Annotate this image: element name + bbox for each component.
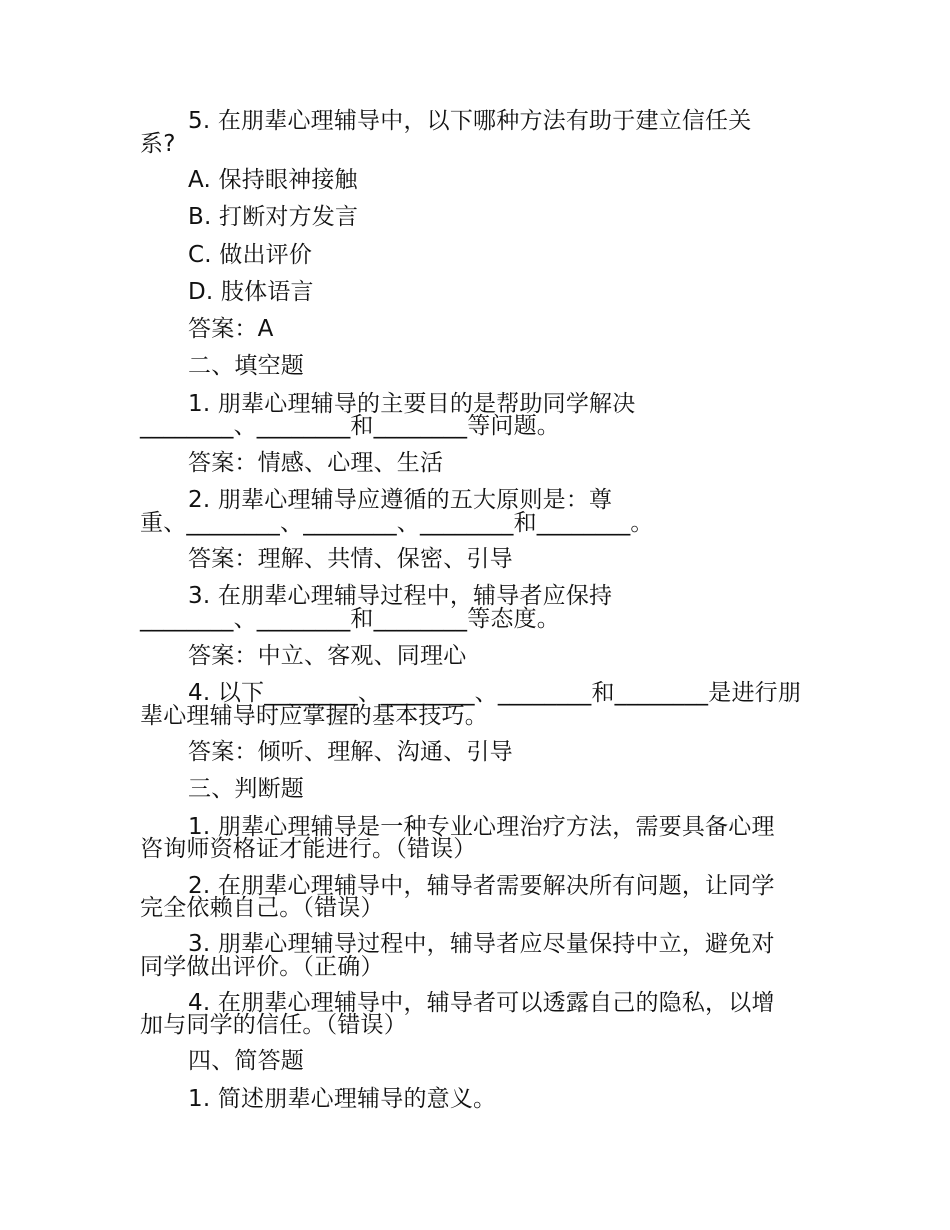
fill-answer-2: 答案：理解、共情、保密、引导 xyxy=(188,546,513,572)
fill-answer-4: 答案：倾听、理解、沟通、引导 xyxy=(188,739,513,765)
mc-option-b: B. 打断对方发言 xyxy=(188,204,359,230)
section-heading-true-false: 三、判断题 xyxy=(188,776,304,802)
tf-question-3-line-2: 同学做出评价。（正确） xyxy=(140,954,384,980)
mc-question-5-line-1: 5. 在朋辈心理辅导中，以下哪种方法有助于建立信任关 xyxy=(188,108,752,134)
fill-question-1-line-2: ________、________和________等问题。 xyxy=(140,413,560,439)
tf-question-1-line-2: 咨询师资格证才能进行。（错误） xyxy=(140,836,477,862)
sa-question-1: 1. 简述朋辈心理辅导的意义。 xyxy=(188,1086,497,1112)
section-heading-short-answer: 四、简答题 xyxy=(188,1048,304,1074)
mc-option-a: A. 保持眼神接触 xyxy=(188,167,358,193)
tf-question-4-line-2: 加与同学的信任。（错误） xyxy=(140,1012,407,1038)
fill-question-2-line-1: 2. 朋辈心理辅导应遵循的五大原则是：尊 xyxy=(188,487,613,513)
mc-question-5-line-2: 系? xyxy=(140,131,176,157)
fill-question-4-line-1: 4. 以下________、________、________和________是进行朋 xyxy=(188,680,802,706)
fill-question-3-line-2: ________、________和________等态度。 xyxy=(140,606,560,632)
fill-question-3-line-1: 3. 在朋辈心理辅导过程中，辅导者应保持 xyxy=(188,583,613,609)
fill-answer-3: 答案：中立、客观、同理心 xyxy=(188,643,467,669)
section-heading-fill: 二、填空题 xyxy=(188,353,304,379)
mc-option-c: C. 做出评价 xyxy=(188,242,313,268)
fill-question-1-line-1: 1. 朋辈心理辅导的主要目的是帮助同学解决 xyxy=(188,391,636,417)
tf-question-1-line-1: 1. 朋辈心理辅导是一种专业心理治疗方法，需要具备心理 xyxy=(188,814,775,840)
fill-answer-1: 答案：情感、心理、生活 xyxy=(188,450,444,476)
tf-question-4-line-1: 4. 在朋辈心理辅导中，辅导者可以透露自己的隐私，以增 xyxy=(188,990,775,1016)
fill-question-2-line-2: 重、________、________、________和________。 xyxy=(140,510,654,536)
mc-answer: 答案：A xyxy=(188,316,274,342)
fill-question-4-line-2: 辈心理辅导时应掌握的基本技巧。 xyxy=(140,703,488,729)
mc-option-d: D. 肢体语言 xyxy=(188,279,314,305)
tf-question-2-line-1: 2. 在朋辈心理辅导中，辅导者需要解决所有问题，让同学 xyxy=(188,873,775,899)
tf-question-3-line-1: 3. 朋辈心理辅导过程中，辅导者应尽量保持中立，避免对 xyxy=(188,931,775,957)
tf-question-2-line-2: 完全依赖自己。（错误） xyxy=(140,895,384,921)
